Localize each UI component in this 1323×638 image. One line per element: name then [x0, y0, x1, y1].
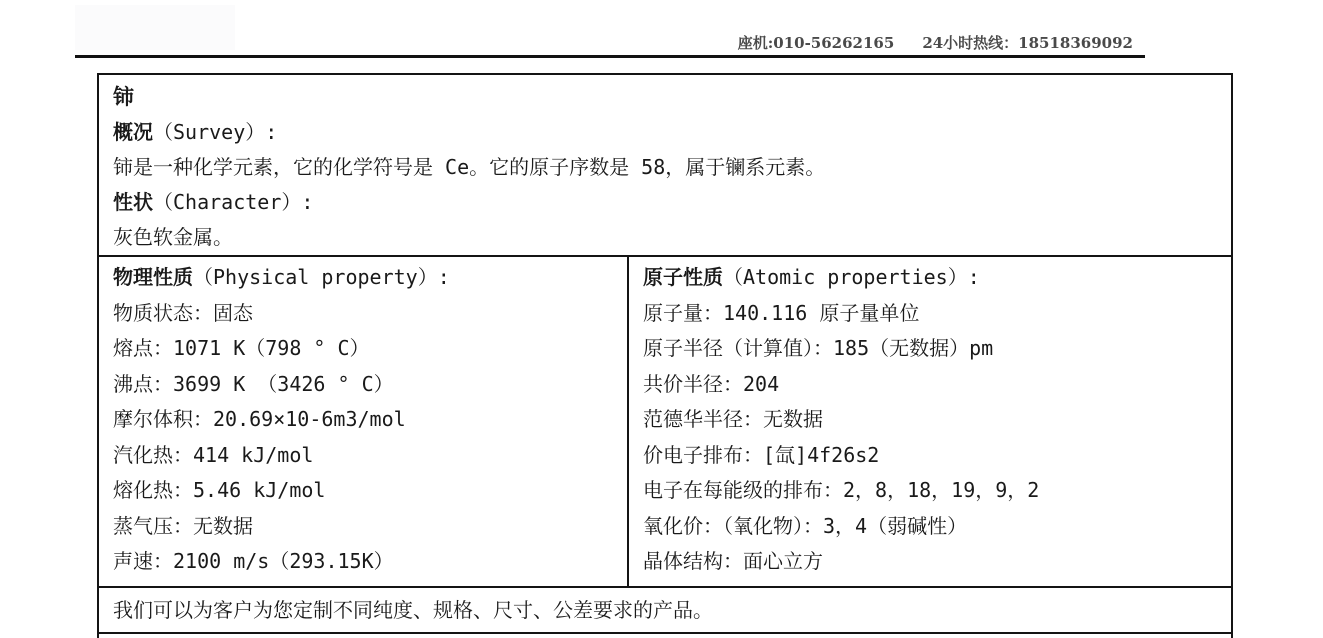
property-item: 范德华半径：无数据	[643, 407, 823, 431]
property-item: 声速：2100 m/s（293.15K）	[113, 549, 394, 573]
physical-heading	[113, 260, 615, 296]
element-info-table	[97, 73, 1233, 638]
atomic-heading	[643, 260, 1219, 296]
atomic-heading-cn: 原子性质	[643, 265, 723, 289]
property-item: 原子量：140.116 原子量单位	[643, 300, 920, 325]
property-item: 原子半径（计算值）：185（无数据）pm	[643, 336, 994, 360]
properties-section	[99, 255, 1231, 588]
property-item: 晶体结构：面心立方	[643, 549, 823, 573]
property-item: 熔点：1071 K（798 ° C）	[113, 336, 370, 360]
survey-heading	[113, 115, 1217, 150]
atomic-properties-column	[629, 257, 1231, 586]
character-heading-en: （Character）:	[153, 190, 314, 214]
property-item: 汽化热：414 kJ/mol	[113, 442, 314, 467]
property-item: 蒸气压：无数据	[113, 513, 253, 538]
custom-note-row	[99, 588, 1231, 634]
property-item: 共价半径：204	[643, 371, 780, 396]
character-heading	[113, 185, 1217, 220]
atomic-heading-en: （Atomic properties）:	[723, 265, 980, 289]
landline-number: 座机:010-56262165	[737, 34, 895, 52]
empty-row	[99, 634, 1231, 638]
physical-heading-en: （Physical property）:	[193, 265, 450, 289]
property-item: 沸点：3699 K （3426 ° C）	[113, 371, 394, 396]
header-rule	[75, 55, 1145, 58]
physical-heading-cn: 物理性质	[113, 265, 193, 289]
property-item: 电子在每能级的排布：2，8，18，19，9，2	[643, 478, 1040, 502]
header-contact	[738, 32, 1133, 53]
survey-heading-cn: 概况	[113, 120, 153, 144]
logo-placeholder	[75, 5, 235, 50]
custom-note: 我们可以为客户为您定制不同纯度、规格、尺寸、公差要求的产品。	[113, 597, 713, 622]
character-heading-cn: 性状	[113, 190, 153, 214]
property-item: 熔化热：5.46 kJ/mol	[113, 478, 326, 502]
character-text: 灰色软金属。	[113, 225, 233, 249]
element-title: 铈	[113, 85, 134, 109]
property-item: 价电子排布：[氙]4f26s2	[643, 442, 880, 467]
physical-properties-column	[99, 257, 629, 586]
survey-heading-en: （Survey）:	[153, 120, 278, 144]
hotline-number: 24小时热线：18518369092	[922, 34, 1133, 52]
property-item: 摩尔体积：20.69×10-6m3/mol	[113, 407, 406, 431]
property-item: 氧化价：（氧化物）：3，4（弱碱性）	[643, 513, 968, 538]
property-item: 物质状态：固态	[113, 300, 253, 325]
survey-text: 铈是一种化学元素，它的化学符号是 Ce。它的原子序数是 58，属于镧系元素。	[113, 155, 826, 179]
intro-section	[99, 75, 1231, 255]
